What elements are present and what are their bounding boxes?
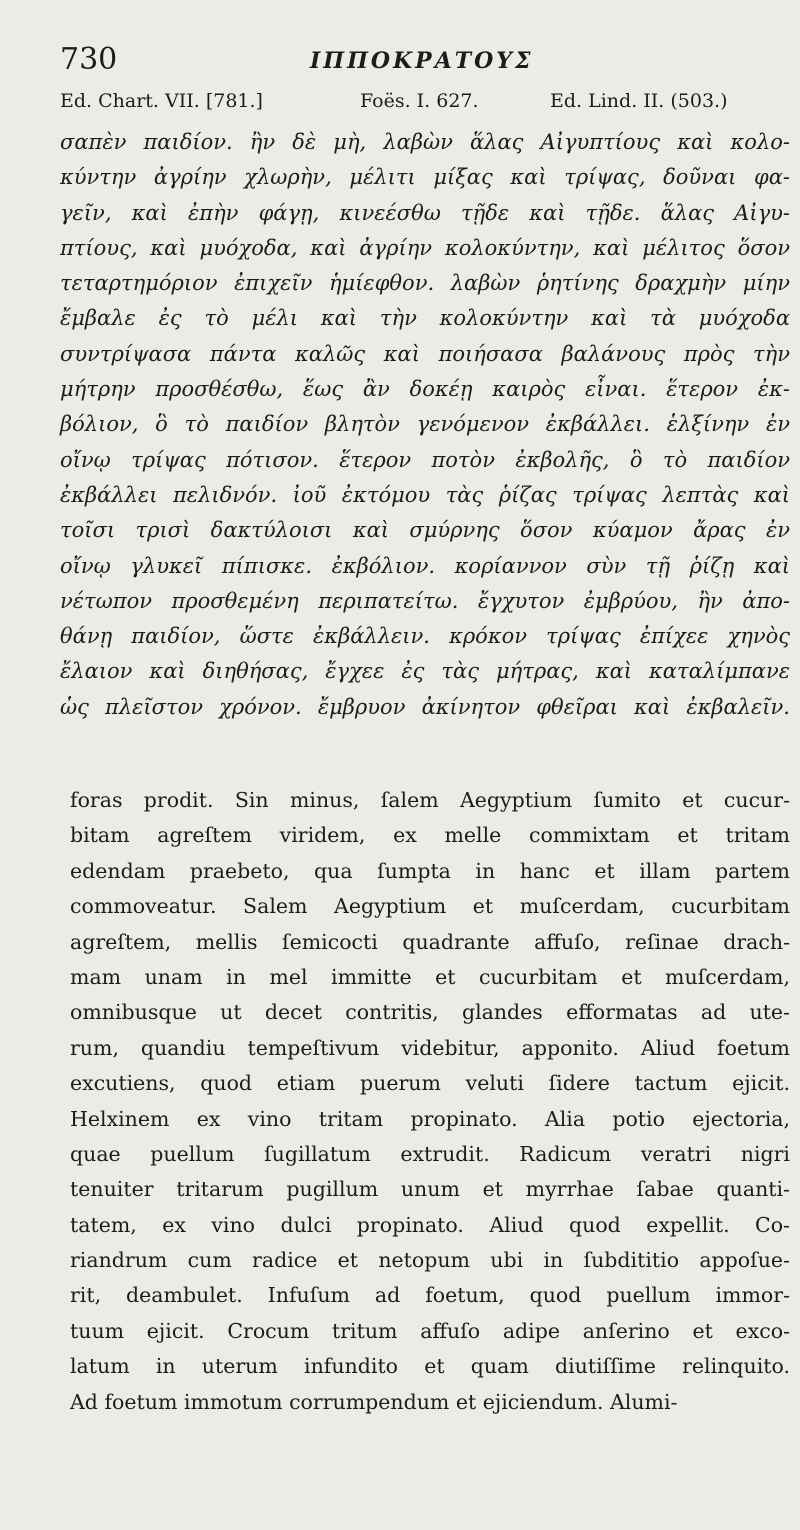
greek-text-line: τοῖσι τρισὶ δακτύλοισι καὶ σμύρνης ὅσον κύαμον ἄρας ἐν <box>60 518 790 543</box>
latin-text-line: edendam praebeto, qua ſumpta in hanc et illam partem <box>70 858 790 883</box>
latin-text-line: agreſtem, mellis ſemicocti quadrante affuſo, reſinae drach- <box>70 929 790 954</box>
greek-text-line: θάνῃ παιδίον, ὥστε ἐκβάλλειν. κρόκον τρίψας ἐπίχεε χηνὸς <box>60 624 790 649</box>
greek-text-line: γεῖν, καὶ ἐπὴν φάγῃ, κινεέσθω τῇδε καὶ τῇδε. ἅλας Αἰγυ- <box>60 200 790 225</box>
latin-text-line: tuum ejicit. Crocum tritum affuſo adipe anſerino et exco- <box>70 1318 790 1343</box>
latin-text-line: foras prodit. Sin minus, ſalem Aegyptium ſumito et cucur- <box>70 788 790 812</box>
latin-text-line: latum in uterum infundito et quam diutiſſime relinquito. <box>70 1354 790 1379</box>
greek-text-line: ἔλαιον καὶ διηθήσας, ἔγχεε ἐς τὰς μήτρας, καὶ καταλίμπανε <box>60 659 790 684</box>
greek-text-line: ἔμβαλε ἐς τὸ μέλι καὶ τὴν κολοκύντην καὶ τὰ μυόχοδα <box>60 306 790 331</box>
latin-text-line: mam unam in mel immitte et cucurbitam et muſcerdam, <box>70 964 790 989</box>
greek-text-line: βόλιον, ὃ τὸ παιδίον βλητὸν γενόμενον ἐκβάλλει. ἑλξίνην ἐν <box>60 412 790 437</box>
greek-text-line: νέτωπον προσθεμένη περιπατείτω. ἔγχυτον ἐμβρύου, ἢν ἀπο- <box>60 588 790 613</box>
running-head <box>60 42 780 82</box>
running-title: ΙΠΠΟΚΡΑΤΟΥΣ <box>310 48 534 74</box>
latin-text-line: tatem, ex vino dulci propinato. Aliud quod expellit. Co- <box>70 1212 790 1237</box>
edition-linden: Ed. Lind. II. (503.) <box>550 90 728 112</box>
latin-text-line: Helxinem ex vino tritam propinato. Alia potio ejectoria, <box>70 1106 790 1131</box>
latin-text-line: Ad foetum immotum corrumpendum et ejiciendum. Alumi- <box>70 1389 678 1414</box>
edition-foesius: Foës. I. 627. <box>360 90 479 112</box>
latin-text-line: rit, deambulet. Infuſum ad foetum, quod puellum immor- <box>70 1283 790 1308</box>
latin-translation <box>70 783 790 1420</box>
latin-text-line: commoveatur. Salem Aegyptium et muſcerdam, cucurbitam <box>70 894 790 919</box>
edition-chartier: Ed. Chart. VII. [781.] <box>60 90 263 112</box>
greek-text-line: οἴνῳ τρίψας πότισον. ἕτερον ποτὸν ἐκβολῆς, ὃ τὸ παιδίον <box>60 447 790 472</box>
page-number: 730 <box>60 42 118 77</box>
latin-text-line: bitam agreſtem viridem, ex melle commixtam et tritam <box>70 823 790 848</box>
latin-text-line: riandrum cum radice et netopum ubi in ſubdititio appoſue- <box>70 1248 790 1273</box>
greek-text-line: ἐκβάλλει πελιδνόν. ἰοῦ ἐκτόμου τὰς ῥίζας τρίψας λεπτὰς καὶ <box>60 482 790 507</box>
latin-text-line: omnibusque ut decet contritis, glandes efformatas ad ute- <box>70 1000 790 1025</box>
edition-references <box>60 90 790 120</box>
greek-text-line: πτίους, καὶ μυόχοδα, καὶ ἀγρίην κολοκύντην, καὶ μέλιτος ὅσον <box>60 235 790 260</box>
greek-text-line: ὡς πλεῖστον χρόνον. ἔμβρυον ἀκίνητον φθεῖραι καὶ ἐκβαλεῖν. <box>60 694 790 719</box>
greek-text-line: τεταρτημόριον ἐπιχεῖν ἡμίεφθον. λαβὼν ῥητίνης δραχμὴν μίην <box>60 271 790 296</box>
greek-text-line: συντρίψασα πάντα καλῶς καὶ ποιήσασα βαλάνους πρὸς τὴν <box>60 341 790 366</box>
greek-text-line: κύντην ἀγρίην χλωρὴν, μέλιτι μίξας καὶ τρίψας, δοῦναι φα- <box>60 165 790 190</box>
latin-text-line: excutiens, quod etiam puerum veluti ſidere tactum ejicit. <box>70 1071 790 1096</box>
greek-text <box>60 125 790 725</box>
latin-text-line: tenuiter tritarum pugillum unum et myrrhae ſabae quanti- <box>70 1177 790 1202</box>
greek-text-line: μήτρην προσθέσθω, ἕως ἂν δοκέῃ καιρὸς εἶναι. ἕτερον ἐκ- <box>60 377 790 402</box>
greek-text-line: σαπὲν παιδίον. ἢν δὲ μὴ, λαβὼν ἅλας Αἰγυπτίους καὶ κολο- <box>60 130 790 154</box>
latin-text-line: rum, quandiu tempeſtivum videbitur, apponito. Aliud foetum <box>70 1035 790 1060</box>
latin-text-line: quae puellum ſugillatum extrudit. Radicum veratri nigri <box>70 1141 790 1166</box>
greek-text-line: οἴνῳ γλυκεῖ πίπισκε. ἐκβόλιον. κορίαννον σὺν τῇ ῥίζῃ καὶ <box>60 553 790 578</box>
